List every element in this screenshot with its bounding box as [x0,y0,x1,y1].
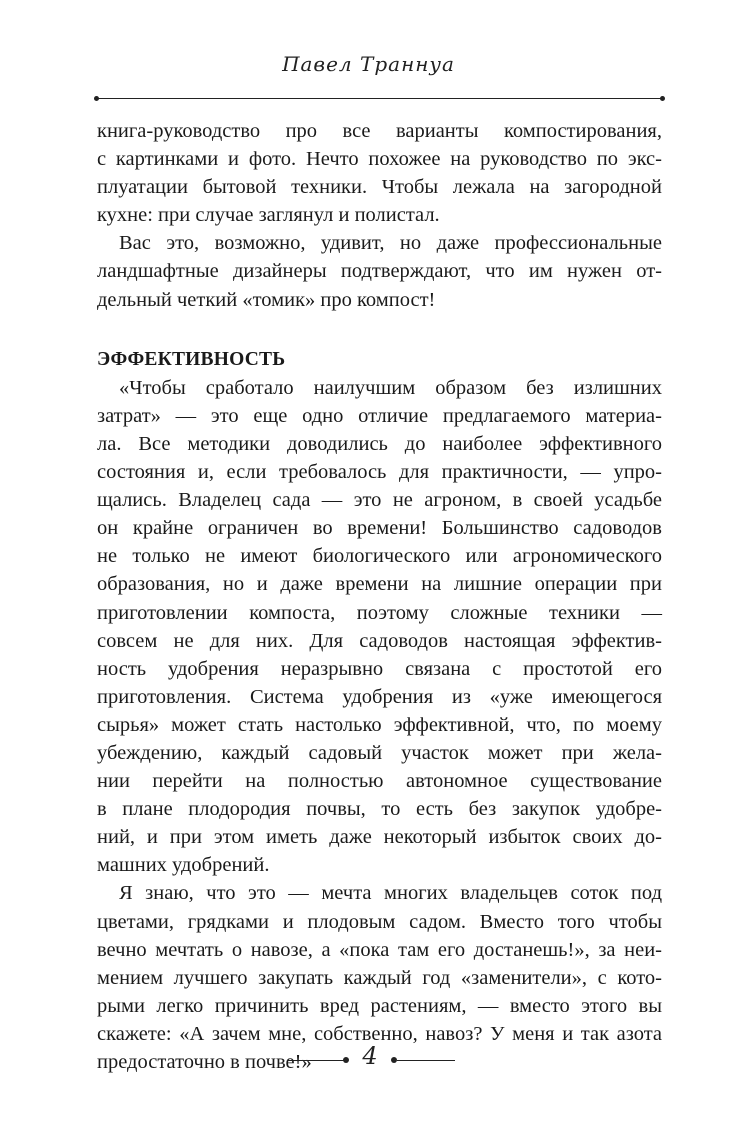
text-line: плуатации бытовой техники. Чтобы лежала на загородной [97,176,662,199]
text-line: вечно мечтать о навозе, а «пока там его достанешь!», за неи- [97,938,662,961]
paragraph [97,229,662,313]
text-line: дельный четкий «томик» про компост! [97,288,436,311]
text-line: образования, но и даже времени на лишние операции при [97,573,662,596]
text-line: затрат» — это еще одно отличие предлагаемого материа- [97,404,662,427]
text-line: убеждению, каждый садовый участок может при жела- [97,741,662,764]
text-line: «Чтобы сработало наилучшим образом без излишних [119,376,662,399]
text-line: совсем не для них. Для садоводов настоящая эффектив- [97,629,662,652]
page-body [97,117,662,1076]
paragraph [97,117,662,229]
text-line: приготовлении компоста, поэтому сложные техники — [97,601,662,624]
text-line: ность удобрения неразрывно связана с простотой его [97,657,662,680]
text-line: ландшафтные дизайнеры подтверждают, что им нужен от- [97,260,662,283]
section-heading: ЭФФЕКТИВНОСТЬ [97,348,286,370]
paragraph [97,374,662,880]
rule-dot-right [660,96,665,101]
running-header [0,52,737,76]
text-line: мением лучшего закупать каждый год «заменители», с кото- [97,966,662,989]
text-line: цветами, грядками и плодовым садом. Вместо того чтобы [97,910,662,933]
header-rule [97,98,662,99]
footer-dot-left [343,1057,349,1063]
text-line: ний, и при этом иметь даже некоторый избыток своих до- [97,826,662,849]
text-line: состояния и, если требовалось для практичности, — упро- [97,461,662,484]
text-line: машних удобрений. [97,854,270,877]
text-line: он крайне ограничен во времени! Большинство садоводов [97,517,662,540]
text-line: ла. Все методики доводились до наиболее эффективного [97,432,662,455]
rule-dot-left [94,96,99,101]
text-line: не только не имеют биологического или агрономического [97,545,662,568]
page-footer [0,1042,737,1072]
text-line: приготовления. Система удобрения из «уже имеющегося [97,685,662,708]
text-line: книга-руководство про все варианты компостирования, [97,120,662,142]
text-line: Вас это, возможно, удивит, но даже профессиональные [119,232,662,255]
text-line: скажете: «А зачем мне, собственно, навоз? У меня и так азота [97,1022,662,1045]
text-line: сырья» может стать настолько эффективной, что, по моему [97,713,662,736]
text-line: с картинками и фото. Нечто похожее на руководство по экс- [97,148,662,171]
text-line: кухне: при случае заглянул и полистал. [97,204,440,227]
footer-rule-right [397,1060,455,1061]
running-header-author: Павел Траннуа [282,52,455,76]
text-line: рыми легко причинить вред растениям, — вместо этого вы [97,994,662,1017]
text-line: предостаточно в почве!» [97,1051,312,1073]
text-line: щались. Владелец сада — это не агроном, в своей усадьбе [97,489,662,512]
text-line: в плане плодородия почвы, то есть без закупок удобре- [97,798,662,821]
text-line: Я знаю, что это — мечта многих владельцев соток под [119,882,662,905]
text-line: нии перейти на полностью автономное существование [97,770,662,793]
page-number: 4 [362,1042,378,1070]
footer-rule-left [287,1060,345,1061]
